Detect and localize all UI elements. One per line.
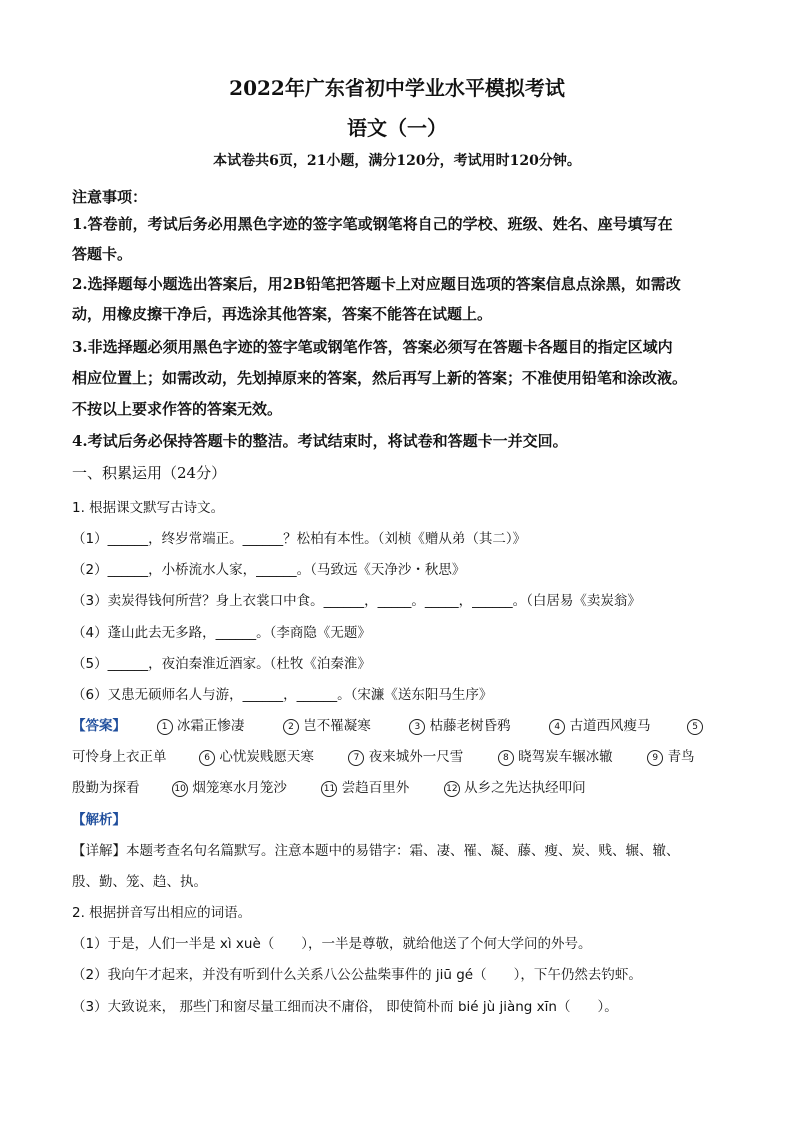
answer-item: 11 尝趋百里外 <box>321 780 409 796</box>
answer-item: 3 枯藤老树昏鸦 <box>409 718 510 734</box>
answer-item: 10 烟笼寒水月笼沙 <box>172 780 287 796</box>
answer-item: 8 晓驾炭车辗冰辙 <box>498 749 613 765</box>
answer-item: 2 岂不罹凝寒 <box>283 718 371 734</box>
answer-line <box>72 745 695 766</box>
answer-item: 12 从乡之先达执经叩问 <box>444 780 586 796</box>
question-1-item: （4）蓬山此去无多路，______。（李商隐《无题》 <box>72 625 371 641</box>
question-1-item: （5）______，夜泊秦淮近酒家。（杜牧《泊秦淮》 <box>72 656 371 672</box>
answer-item: 1 冰霜正惨凄 <box>157 718 245 734</box>
notes-line: 动，用橡皮擦干净后，再选涂其他答案，答案不能答在试题上。 <box>72 305 493 323</box>
answer-line <box>72 776 586 797</box>
answer-item: 殷勤为探看 <box>72 780 140 796</box>
answer-label: 【答案】 <box>72 718 126 734</box>
detail-text: 殷、勤、笼、趋、执。 <box>72 874 207 890</box>
question-2-item: （1）于是，人们一半是 xì xuè（ ），一半是尊敬，就给他送了个何大学问的外号。 <box>72 936 592 952</box>
question-1-stem: 1. 根据课文默写古诗文。 <box>72 500 225 516</box>
answer-item: 7 夜来城外一尺雪 <box>348 749 463 765</box>
notes-line: 相应位置上；如需改动，先划掉原来的答案，然后再写上新的答案；不准使用铅笔和涂改液。 <box>72 369 688 387</box>
question-2-item: （3）大致说来， 那些门和窗尽量工细而决不庸俗， 即使简朴而 bié jù jiàng xīn（ ）。 <box>72 999 618 1015</box>
notes-line: 答题卡。 <box>72 245 133 263</box>
notes-line: 不按以上要求作答的答案无效。 <box>72 400 283 418</box>
question-2-item: （2）我向午才起来，并没有听到什么关系八公公盐柴事件的 jiū gé（ ），下午仍然去钓虾。 <box>72 967 642 983</box>
exam-subject: 语文（一） <box>347 116 447 140</box>
answer-item: 5 <box>687 718 703 734</box>
question-2-stem: 2. 根据拼音写出相应的词语。 <box>72 905 252 921</box>
notes-heading: 注意事项： <box>72 188 148 206</box>
notes-line: 3.非选择题必须用黑色字迹的签字笔或钢笔作答，答案必须写在答题卡各题目的指定区域内 <box>72 338 673 356</box>
notes-line: 2.选择题每小题选出答案后，用2B铅笔把答题卡上对应题目选项的答案信息点涂黑，如需改 <box>72 275 681 293</box>
answer-line <box>72 714 703 735</box>
notes-line: 4.考试后务必保持答题卡的整洁。考试结束时，将试卷和答题卡一并交回。 <box>72 432 568 450</box>
answer-item: 4 古道西风瘦马 <box>549 718 650 734</box>
answer-item: 可怜身上衣正单 <box>72 749 167 765</box>
answer-item: 6 心忧炭贱愿天寒 <box>199 749 314 765</box>
notes-line: 1.答卷前，考试后务必用黑色字迹的签字笔或钢笔将自己的学校、班级、姓名、座号填写在 <box>72 215 673 233</box>
question-1-item: （1）______，终岁常端正。______？松柏有本性。（刘桢《赠从弟（其二）》 <box>72 531 527 547</box>
section-heading: 一、积累运用（24分） <box>72 464 227 482</box>
exam-info: 本试卷共6页，21小题，满分120分，考试用时120分钟。 <box>213 153 581 169</box>
detail-text: 【详解】本题考查名句名篇默写。注意本题中的易错字：霜、凄、罹、凝、藤、瘦、炭、贱、辗、辙、 <box>72 843 680 859</box>
question-1-item: （2）______，小桥流水人家，______。（马致远《天净沙・秋思》 <box>72 562 466 578</box>
question-1-item: （6）又患无硕师名人与游，______，______。（宋濂《送东阳马生序》 <box>72 687 493 703</box>
exam-title: 2022年广东省初中学业水平模拟考试 <box>229 76 565 100</box>
analysis-label: 【解析】 <box>72 812 126 828</box>
answer-item: 9 青鸟 <box>647 749 694 765</box>
question-1-item: （3）卖炭得钱何所营？身上衣裳口中食。______，_____。_____，______。（白居易《卖炭翁》 <box>72 593 641 609</box>
